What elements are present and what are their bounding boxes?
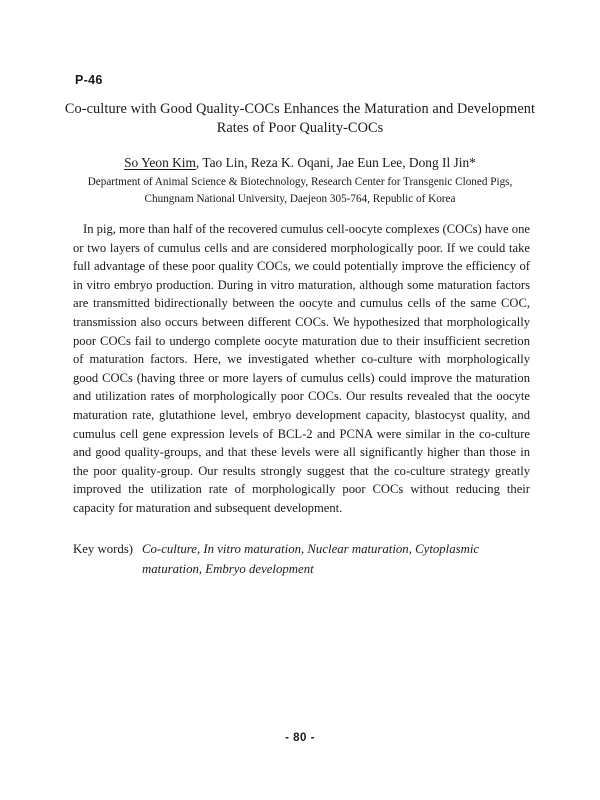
presenting-author: So Yeon Kim xyxy=(124,155,196,170)
affiliation xyxy=(60,174,540,207)
co-authors: , Tao Lin, Reza K. Oqani, Jae Eun Lee, Dong Il Jin* xyxy=(195,155,476,170)
author-list xyxy=(60,154,540,171)
poster-code: P-46 xyxy=(75,73,103,87)
paper-title xyxy=(60,100,540,138)
title-line-2: Rates of Poor Quality-COCs xyxy=(216,120,384,136)
title-line-1: Co-culture with Good Quality-COCs Enhances the Maturation and Development xyxy=(64,101,536,117)
keywords-terms-line-2: maturation, Embryo development xyxy=(142,562,314,576)
affiliation-line-1: Department of Animal Science & Biotechnology, Research Center for Transgenic Cloned Pigs, xyxy=(87,176,513,188)
keywords-label: Key words) xyxy=(73,542,134,556)
affiliation-line-2: Chungnam National University, Daejeon 305-764, Republic of Korea xyxy=(144,192,456,205)
keywords-section xyxy=(73,539,543,579)
keywords-terms-line-1: Co-culture, In vitro maturation, Nuclear maturation, Cytoplasmic xyxy=(142,542,480,556)
page-number: - 80 - xyxy=(285,732,315,744)
abstract-body: In pig, more than half of the recovered cumulus cell-oocyte complexes (COCs) have one or two layers of cumulus cells and are considered morphologically poor. If we could take full advantage of these poor quality COCs, we could potentially improve the efficiency of in vitro embryo production. During in vitro maturation, although some maturation factors are transmitted bidirectionally between the oocyte and cumulus cells of the same COC, transmission also occurs between different COCs. We hypothesized that morphologically poor COCs fail to undergo complete oocyte maturation due to their insufficient secretion of maturation factors. Here, we investigated whether co-culture with morphologically good COCs (having three or more layers of cumulus cells) could improve the maturation and utilization rates of morphologically poor COCs. Our results revealed that the oocyte maturation rate, glutathione level, embryo development capacity, blastocyst quality, and cumulus cell gene expression levels of BCL-2 and PCNA were similar in the co-culture and good quality-groups, and that these levels were all significantly higher than those in the poor quality-group. Our results strongly suggest that the co-culture strategy greatly improved the utilization rate of morphologically poor COCs without reducing their capacity for maturation and subsequent development. xyxy=(73,222,530,515)
